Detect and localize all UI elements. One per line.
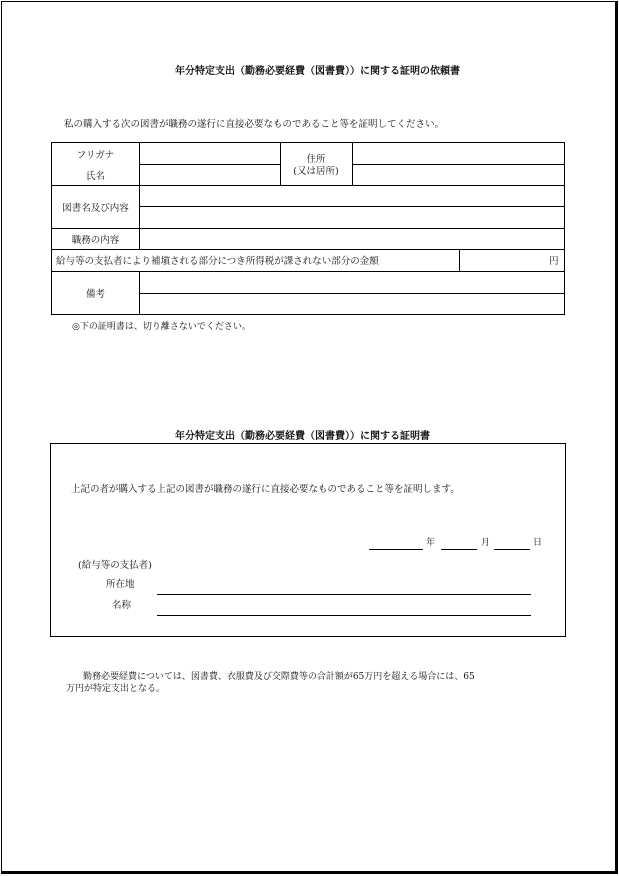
day-field[interactable] <box>494 534 530 549</box>
request-table <box>51 142 565 315</box>
furigana-label: フリガナ <box>76 150 115 161</box>
address-label: 住所 <box>306 154 326 165</box>
address-field[interactable] <box>353 143 565 185</box>
book-details-field[interactable] <box>140 186 565 228</box>
job-details-field[interactable] <box>140 229 565 249</box>
certificate-statement: 上記の者が購入する上記の図書が職務の遂行に直接必要なものであること等を証明します。 <box>71 484 460 495</box>
footnote-line1: 勤務必要経費については、図書費、衣服費及び交際費等の合計額が65万円を超える場合には、65 <box>83 672 475 682</box>
compensation-amount-field[interactable] <box>460 250 546 271</box>
yen-unit: 円 <box>549 256 559 267</box>
month-field[interactable] <box>441 534 477 549</box>
name-label: 氏名 <box>85 171 105 182</box>
location-label: 所在地 <box>106 579 135 590</box>
day-label: 日 <box>533 538 543 548</box>
compensation-label: 給与等の支払者により補塡される部分につき所得税が課されない部分の金額 <box>56 256 379 267</box>
furigana-field[interactable] <box>140 143 280 164</box>
residence-label: (又は居所) <box>293 166 339 177</box>
remarks-label: 備考 <box>85 289 105 300</box>
month-label: 月 <box>481 538 491 548</box>
detach-note: ◎下の証明書は、切り離さないでください。 <box>72 322 251 332</box>
payer-name-label: 名称 <box>112 600 132 611</box>
payer-name-field[interactable] <box>157 597 531 614</box>
payer-heading: (給与等の支払者) <box>78 560 152 571</box>
job-details-label: 職務の内容 <box>71 235 120 246</box>
certificate-box <box>50 443 566 637</box>
name-field[interactable] <box>140 165 280 185</box>
year-label: 年 <box>426 538 436 548</box>
footnote-line2: 万円が特定支出となる。 <box>66 684 166 694</box>
remarks-field[interactable] <box>140 272 565 314</box>
request-intro: 私の購入する次の図書が職務の遂行に直接必要なものであること等を証明してください。 <box>64 119 445 130</box>
location-field[interactable] <box>157 576 531 593</box>
request-title: 年分特定支出（勤務必要経費（図書費））に関する証明の依頼書 <box>175 66 460 77</box>
certificate-title: 年分特定支出（勤務必要経費（図書費））に関する証明書 <box>175 431 430 442</box>
year-field[interactable] <box>369 534 423 549</box>
book-details-label: 図書名及び内容 <box>62 203 129 214</box>
